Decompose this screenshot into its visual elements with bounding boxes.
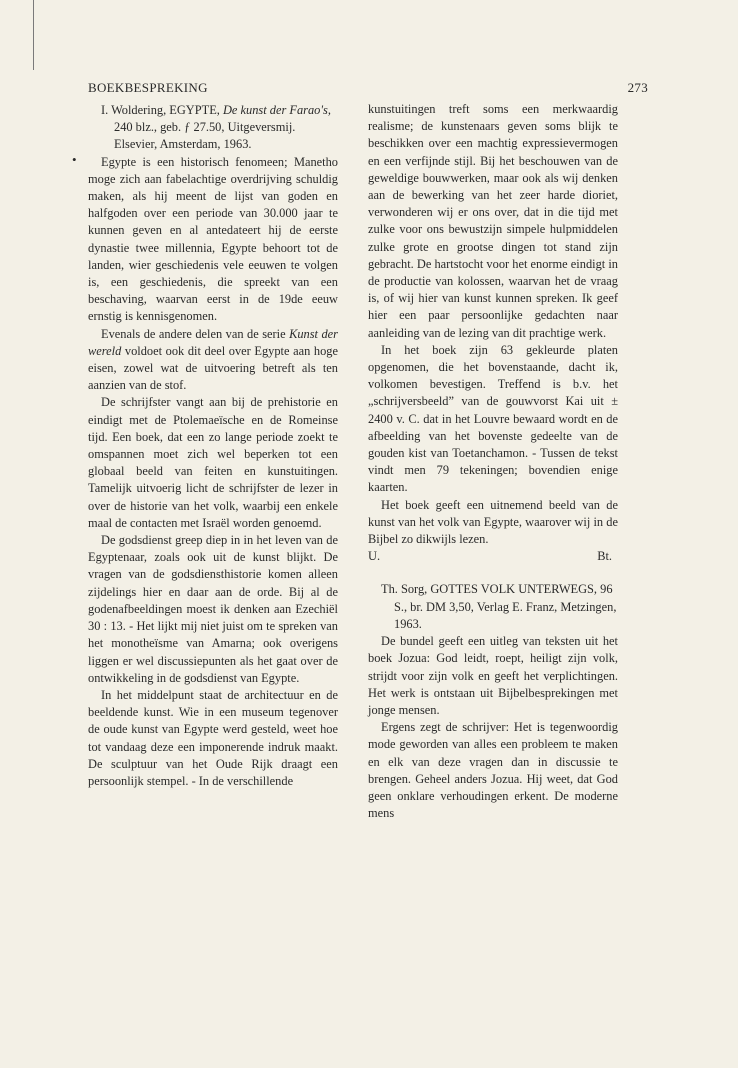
review1-signature	[368, 548, 618, 565]
review1-paragraph-1: Egypte is een historisch fenomeen; Manetho moge zich aan fabelachtige overdrijving schuldig maken, als hij meent de lijst van goden en halfgoden over een periode van 30.000 jaar te kunnen geven en al antedateert hij de eerste dynastie twee millennia, Egypte behoort tot de landen, wier geschiedenis vele eeuwen te volgen is, een geschiedenis, die spreekt van een beschaving, waarvan eerst in de 19de eeuw ernstig is kennisgenomen.	[88, 154, 338, 324]
review1-reference	[88, 102, 338, 154]
review-separator	[368, 565, 618, 581]
page-edge-line	[33, 0, 34, 70]
series-title: Kunst der wereld	[88, 326, 338, 358]
signature-author: Bt.	[597, 549, 612, 564]
column-left	[88, 102, 338, 790]
review1-paragraph-5: In het middelpunt staat de architectuur en de beeldende kunst. Wie in een museum tegenover de oude kunst van Egypte werd gesteld, weet hoe tot vandaag deze een imponerende indruk maakt. De sculptuur van het Oude Rijk draagt een persoonlijk stempel. - In de verschillende	[88, 687, 338, 788]
review1-paragraph-2	[88, 326, 338, 395]
ref-title: De kunst der Farao's,	[222, 103, 331, 117]
review1-paragraph-3: De schrijfster vangt aan bij de prehistorie en eindigt met de Ptolemaeïsche en de Romeinse tijd. Een boek, dat een zo lange periode zoekt te omspannen moet zich wel beperken tot een globaal beeld van feiten en kunstuitingen. Tamelijk uitvoerig licht de schrijfster de lezer in over de historie van het volk, waarbij een enkele maal de contacten met Israël worden genoemd.	[88, 395, 338, 530]
review1-paragraph-4: De godsdienst greep diep in in het leven van de Egyptenaar, zoals ook uit de kunst blijkt. De vragen van de godsdiensthistorie komen alleen zijdelings hier en daar aan de orde. Bij al de godenafbeeldingen moest ik denken aan Ezechiël 30 : 13. - Het lijkt mij niet juist om te spreken van het monotheïsme van Amarna; ook overigens liggen er wel discussiepunten als het gaat over de ontwikkeling in de godsdienst van Egypte.	[88, 533, 338, 685]
review2-paragraph-1: De bundel geeft een uitleg van teksten uit het boek Jozua: God leidt, roept, heiligt zijn volk, strijdt voor zijn volk en geeft het verplichtingen. Het werk is ontstaan uit Bijbelbesprekingen met jonge mensen.	[368, 634, 618, 717]
p2-lead: Evenals de andere delen van de serie	[101, 326, 290, 341]
column-right	[368, 101, 618, 822]
signature-place: U.	[368, 549, 381, 564]
margin-bullet: •	[72, 152, 77, 167]
review2-reference: Th. Sorg, GOTTES VOLK UNTERWEGS, 96 S., br. DM 3,50, Verlag E. Franz, Metzingen, 1963.	[381, 582, 617, 631]
review1-paragraph-8: Het boek geeft een uitnemend beeld van de kunst van het volk van Egypte, waarover wij in de Bijbel zo dikwijls lezen.	[368, 497, 618, 547]
ref-lead: I. Woldering, EGYPTE,	[101, 103, 223, 117]
review1-paragraph-7: In het boek zijn 63 gekleurde platen opgenomen, die het bovenstaande, dacht ik, volkomen bevestigen. Treffend is b.v. het „schrijversbeeld” van de gouwvorst Kai uit ± 2400 v. C. dat in het Louvre bewaard wordt en de afbeelding van het bovenste gedeelte van de gouden kist van Toetanchamon. - Tussen de tekst vindt men 79 tekeningen; bovendien enige kaarten.	[368, 342, 618, 495]
review2-paragraph-2: Ergens zegt de schrijver: Het is tegenwoordig mode geworden van alles een probleem te maken en elk van deze vragen dan in discussie te brengen. Geheel anders Jozua. Hij weet, dat God geen onklare verhoudingen erkent. De moderne mens	[368, 720, 618, 821]
review1-paragraph-6: kunstuitingen treft soms een merkwaardig realisme; de kunstenaars geven soms blijk te beschikken over een machtig expressievermogen en een verfijnde stijl. Bij het beschouwen van de geweldige bouwwerken, maar ook als wij denken aan de bewerking van het zeer harde dioriet, verwonderen wij er ons over, dat in die tijd met zulke voor ons bewustzijn simpele hulpmiddelen zulke grote en grootse dingen tot stand zijn gebracht. De hartstocht voor het enorme eindigt in de productie van kolossen, waarvan het de vraag is, of wij hier van kunst kunnen spreken. Ik geef hier een paar persoonlijke gedachten naar aanleiding van de lezing van dit prachtige werk.	[368, 102, 618, 340]
p2-rest: voldoet ook dit deel over Egypte aan hoge eisen, zowel wat de uitvoering betreft als ten aanzien van de stof.	[88, 343, 338, 393]
page-number: 273	[627, 80, 648, 95]
ref-rest: 240 blz., geb. ƒ 27.50, Uitgeversmij. Elsevier, Amsterdam, 1963.	[114, 120, 296, 152]
section-title: BOEKBESPREKING	[88, 80, 208, 95]
running-header	[88, 80, 648, 100]
